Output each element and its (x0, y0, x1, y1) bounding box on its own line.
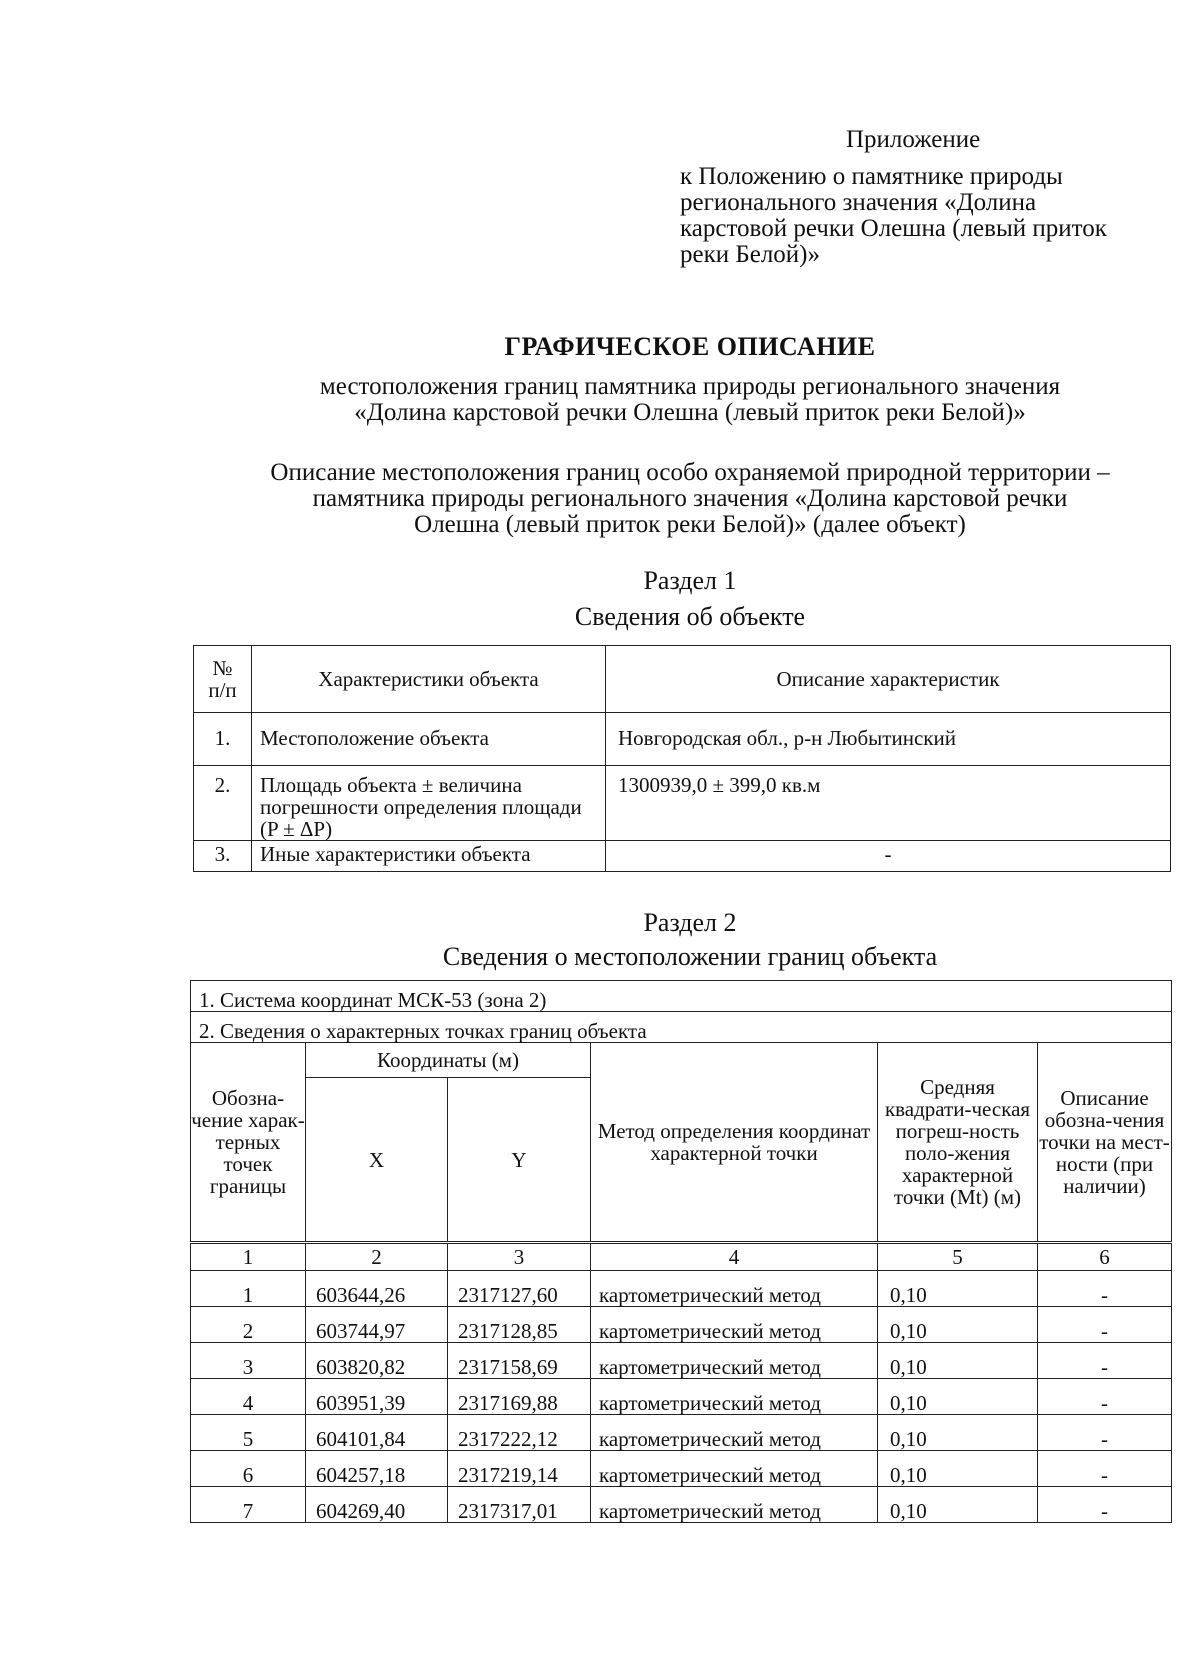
header-x: X (306, 1078, 448, 1243)
header-characteristic: Характеристики объекта (252, 646, 606, 713)
table-row (194, 713, 1171, 766)
header-method: Метод определения координат характерной точки (591, 1043, 878, 1243)
point-y: 2317219,14 (448, 1451, 591, 1487)
column-index: 1 (191, 1243, 306, 1271)
appendix-line: реки Белой)» (680, 241, 821, 268)
table-row (191, 1343, 1172, 1379)
coord-system-row (191, 981, 1172, 1012)
section2-number: Раздел 2 (643, 908, 737, 937)
row-characteristic: Местоположение объекта (252, 713, 606, 766)
point-accuracy: 0,10 (878, 1487, 1038, 1523)
header-accuracy: Средняя квадрати-ческая погреш-ность поло-жения характерной точки (Mt) (м) (878, 1043, 1038, 1243)
object-description (200, 460, 1180, 538)
appendix-line: к Положению о памятнике природы (680, 163, 1063, 190)
point-terrain: - (1038, 1487, 1172, 1523)
point-number: 4 (191, 1379, 306, 1415)
row-characteristic: Иные характеристики объекта (252, 841, 606, 872)
description-line: Олешна (левый приток реки Белой)» (далее объект) (414, 511, 966, 538)
column-index: 6 (1038, 1243, 1172, 1271)
coord-system: 1. Система координат МСК-53 (зона 2) (191, 981, 1172, 1012)
point-method: картометрический метод (591, 1451, 878, 1487)
point-method: картометрический метод (591, 1343, 878, 1379)
point-y: 2317317,01 (448, 1487, 591, 1523)
point-number: 7 (191, 1487, 306, 1523)
point-number: 2 (191, 1307, 306, 1343)
column-index: 5 (878, 1243, 1038, 1271)
header-coordinates: Координаты (м) (306, 1043, 591, 1078)
subtitle-line: местоположения границ памятника природы регионального значения (319, 373, 1061, 400)
point-accuracy: 0,10 (878, 1415, 1038, 1451)
point-terrain: - (1038, 1343, 1172, 1379)
point-terrain: - (1038, 1307, 1172, 1343)
point-y: 2317169,88 (448, 1379, 591, 1415)
point-x: 603644,26 (306, 1271, 448, 1307)
header-description: Описание характеристик (606, 646, 1171, 713)
point-number: 1 (191, 1271, 306, 1307)
row-description: Новгородская обл., р-н Любытинский (606, 713, 1171, 766)
point-accuracy: 0,10 (878, 1271, 1038, 1307)
row-num: 3. (194, 841, 252, 872)
row-num: 2. (194, 766, 252, 841)
description-line: памятника природы регионального значения «Долина карстовой речки (312, 485, 1068, 512)
point-terrain: - (1038, 1415, 1172, 1451)
header-terrain: Описание обозна-чения точки на мест-ности (при наличии) (1038, 1043, 1172, 1243)
header-designation: Обозна-чение харак-терных точек границы (191, 1043, 306, 1243)
point-accuracy: 0,10 (878, 1451, 1038, 1487)
point-x: 603820,82 (306, 1343, 448, 1379)
point-x: 603744,97 (306, 1307, 448, 1343)
point-x: 603951,39 (306, 1379, 448, 1415)
point-method: картометрический метод (591, 1307, 878, 1343)
point-number: 3 (191, 1343, 306, 1379)
header-y: Y (448, 1078, 591, 1243)
point-method: картометрический метод (591, 1271, 878, 1307)
table-row (191, 1307, 1172, 1343)
table-row (191, 1451, 1172, 1487)
points-title: 2. Сведения о характерных точках границ объекта (191, 1012, 1172, 1043)
table-header-row (191, 1043, 1172, 1078)
column-index: 4 (591, 1243, 878, 1271)
point-x: 604101,84 (306, 1415, 448, 1451)
section2-name: Сведения о местоположении границ объекта (442, 942, 938, 971)
section1-name: Сведения об объекте (574, 602, 806, 631)
document-subtitle (200, 374, 1180, 426)
point-y: 2317128,85 (448, 1307, 591, 1343)
row-num: 1. (194, 713, 252, 766)
document-title: ГРАФИЧЕСКОЕ ОПИСАНИЕ (504, 332, 876, 361)
point-accuracy: 0,10 (878, 1379, 1038, 1415)
point-number: 5 (191, 1415, 306, 1451)
appendix-line: регионального значения «Долина (680, 189, 1037, 216)
column-index: 3 (448, 1243, 591, 1271)
point-accuracy: 0,10 (878, 1343, 1038, 1379)
section1-number: Раздел 1 (643, 566, 737, 595)
table-row (194, 766, 1171, 841)
table-header-row (194, 646, 1171, 713)
table-row (191, 1415, 1172, 1451)
object-info-table (193, 645, 1171, 872)
table-row (191, 1379, 1172, 1415)
column-index: 2 (306, 1243, 448, 1271)
header-num (194, 646, 252, 713)
table-row (191, 1487, 1172, 1523)
subtitle-line: «Долина карстовой речки Олешна (левый приток реки Белой)» (354, 399, 1026, 426)
point-method: картометрический метод (591, 1415, 878, 1451)
boundary-points-table (190, 980, 1172, 1523)
appendix-subtitle (680, 164, 1160, 268)
point-number: 6 (191, 1451, 306, 1487)
header-num-abbr: п/п (208, 678, 237, 702)
point-y: 2317222,12 (448, 1415, 591, 1451)
point-terrain: - (1038, 1451, 1172, 1487)
description-line: Описание местоположения границ особо охраняемой природной территории – (270, 459, 1110, 486)
appendix-line: карстовой речки Олешна (левый приток (680, 215, 1107, 242)
point-method: картометрический метод (591, 1487, 878, 1523)
point-terrain: - (1038, 1379, 1172, 1415)
appendix-title: Приложение (846, 126, 981, 153)
column-index-row (191, 1243, 1172, 1271)
point-method: картометрический метод (591, 1379, 878, 1415)
row-characteristic: Площадь объекта ± величина погрешности определения площади (P ± ΔP) (252, 766, 606, 841)
point-terrain: - (1038, 1271, 1172, 1307)
row-description: 1300939,0 ± 399,0 кв.м (606, 766, 1171, 841)
row-description: - (606, 841, 1171, 872)
point-x: 604269,40 (306, 1487, 448, 1523)
table-row (191, 1271, 1172, 1307)
points-title-row (191, 1012, 1172, 1043)
point-accuracy: 0,10 (878, 1307, 1038, 1343)
table-row (194, 841, 1171, 872)
point-y: 2317127,60 (448, 1271, 591, 1307)
point-x: 604257,18 (306, 1451, 448, 1487)
point-y: 2317158,69 (448, 1343, 591, 1379)
header-num-symbol: № (212, 656, 233, 680)
